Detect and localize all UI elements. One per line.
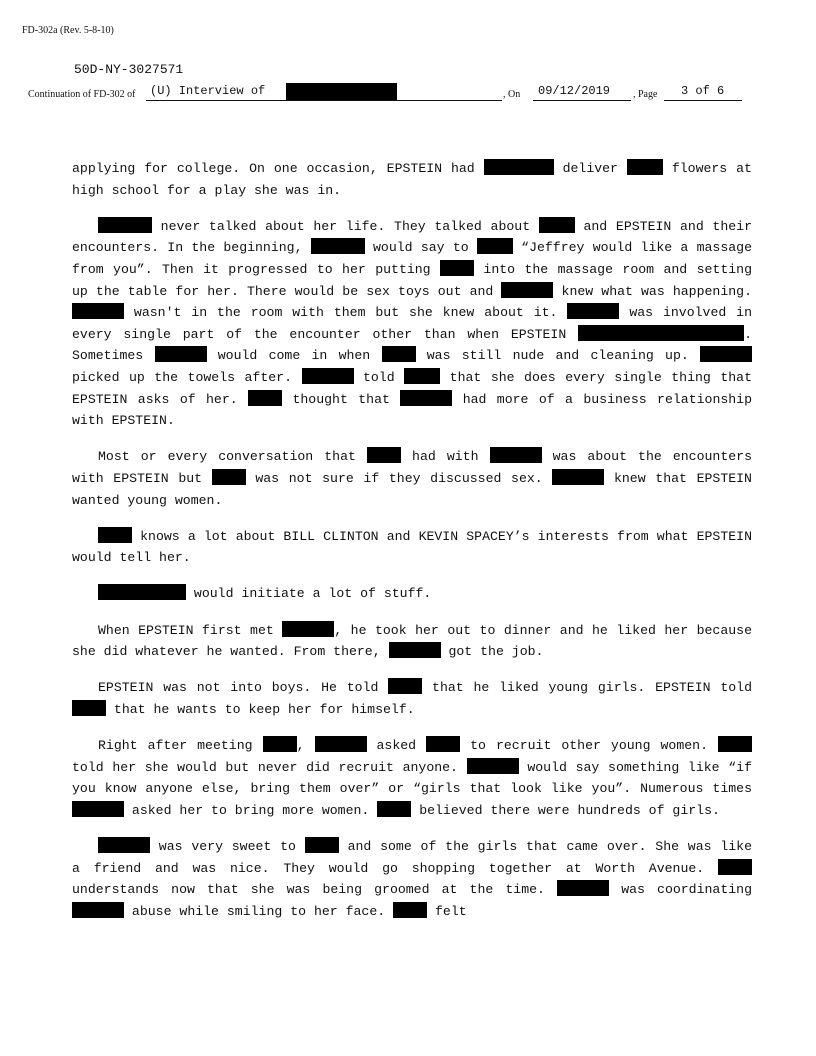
paragraph-9 <box>72 836 752 922</box>
redaction <box>718 736 752 752</box>
paragraph-1 <box>72 158 752 201</box>
redaction <box>389 642 441 658</box>
redaction <box>382 346 416 362</box>
redaction <box>627 159 663 175</box>
text: into the massage room and setting up the table for her. There would be sex toys out and <box>72 261 752 299</box>
text: wasn't in the room with them but she knew about it. <box>133 305 558 321</box>
redaction <box>467 758 519 774</box>
text: deliver <box>562 161 618 176</box>
redaction <box>248 390 282 406</box>
text: applying for college. On one occasion, EPSTEIN had <box>72 161 475 176</box>
text: was still nude and cleaning up. <box>426 348 689 364</box>
text: that he liked young girls. EPSTEIN told <box>432 680 752 696</box>
redaction <box>155 346 207 362</box>
redaction <box>404 368 440 384</box>
paragraph-6 <box>72 620 752 663</box>
redaction <box>98 837 150 853</box>
text: Right after meeting <box>98 738 253 754</box>
date-underline <box>533 100 631 101</box>
page-label: , Page <box>633 89 658 100</box>
redaction <box>305 837 339 853</box>
redaction <box>426 736 460 752</box>
paragraph-5 <box>72 583 752 605</box>
text: believed there were hundreds of girls. <box>419 803 720 818</box>
text: knew that EPSTEIN wanted young women. <box>72 470 752 508</box>
redaction <box>367 447 401 463</box>
redaction <box>72 303 124 319</box>
redaction <box>477 238 513 254</box>
redaction <box>567 303 619 319</box>
paragraph-4 <box>72 526 752 569</box>
redaction <box>393 902 427 918</box>
paragraph-7 <box>72 677 752 720</box>
redaction <box>490 447 542 463</box>
redaction <box>552 469 604 485</box>
text: asked her to bring more women. <box>131 803 370 818</box>
text: had more of a business relationship with EPSTEIN. <box>72 391 753 429</box>
text: was not sure if they discussed sex. <box>255 470 543 486</box>
text: told her she would but never did recruit anyone. <box>72 759 458 775</box>
redaction <box>263 736 297 752</box>
redaction <box>539 217 575 233</box>
paragraph-8 <box>72 735 752 821</box>
redaction <box>388 678 422 694</box>
redaction <box>302 368 354 384</box>
text: flowers at high school for a play she was in. <box>72 161 752 198</box>
form-id: FD-302a (Rev. 5-8-10) <box>22 25 114 36</box>
redaction <box>98 584 186 600</box>
redaction <box>98 527 132 543</box>
redaction <box>400 390 452 406</box>
paragraph-2: never talked about her life. They talked about and EPSTEIN and their encounters. In the beginning, would say to “Jeffrey would like a massage from you”. Then it progressed to her putting into the massage room and setting up the table for her. There would be sex toys out and knew what was happening. wasn't in the room with them but she knew about it. was involved in every single part of the encounter other than when EPSTEIN . Sometimes would come in when was still nude and cleaning up. picked up the towels after. told that she does every single thing that EPSTEIN asks of her. thought that had more of a business relationship with EPSTEIN. <box>72 218 753 429</box>
page-value: 3 of 6 <box>681 84 725 98</box>
continuation-label: Continuation of FD-302 of <box>28 89 136 100</box>
redaction <box>315 736 367 752</box>
redaction <box>484 159 554 175</box>
redaction <box>311 238 365 254</box>
text: picked up the towels after. <box>72 369 293 385</box>
text: thought that <box>292 391 390 407</box>
subject-text: (U) Interview of <box>150 84 266 98</box>
redaction <box>578 325 744 341</box>
text: Most or every conversation that <box>98 449 356 465</box>
redaction <box>72 902 124 918</box>
text: would come in when <box>217 348 371 364</box>
text: knows a lot about BILL CLINTON and KEVIN SPACEY’s interests from what EPSTEIN would tell her. <box>72 528 752 566</box>
paragraph-3 <box>72 446 752 511</box>
subject-underline <box>146 100 502 101</box>
text: . Sometimes <box>72 326 753 364</box>
text: knew what was happening. <box>561 283 752 299</box>
text: that she does every single thing that EPSTEIN asks of her. <box>72 369 752 407</box>
redaction <box>212 469 246 485</box>
text: and EPSTEIN and their encounters. In the beginning, <box>72 218 752 256</box>
text: When EPSTEIN first met <box>98 622 274 638</box>
text: felt <box>435 903 467 919</box>
text: understands now that she was being groomed at the time. <box>72 882 545 898</box>
page-underline <box>664 100 742 101</box>
file-number: 50D-NY-3027571 <box>74 62 184 77</box>
document-body <box>72 158 752 937</box>
text: and some of the girls that came over. She was like a friend and was nice. They would go shopping together at Worth Avenue. <box>72 839 752 876</box>
redaction <box>440 260 474 276</box>
text: was very sweet to <box>158 839 296 855</box>
text: abuse while smiling to her face. <box>131 903 386 919</box>
redaction <box>700 346 752 362</box>
redaction <box>72 801 124 817</box>
redaction <box>377 801 411 817</box>
text: got the job. <box>448 644 544 660</box>
text: to recruit other young women. <box>470 738 708 754</box>
text: would initiate a lot of stuff. <box>193 586 432 602</box>
redaction <box>286 83 397 100</box>
text: EPSTEIN was not into boys. He told <box>98 680 379 696</box>
text: “Jeffrey would like a massage from you”. Then it progressed to her putting <box>72 240 752 277</box>
redaction <box>557 880 609 896</box>
text: that he wants to keep her for himself. <box>113 702 415 718</box>
text: asked <box>376 738 417 754</box>
text: , <box>296 738 305 754</box>
text: , he took her out to dinner and he liked her because she did whatever he wanted. From there, <box>72 622 752 660</box>
date-value: 09/12/2019 <box>538 84 611 98</box>
redaction <box>98 217 152 233</box>
continuation-header <box>0 82 816 104</box>
text: would say to <box>373 240 469 256</box>
text: had with <box>412 449 479 465</box>
redaction <box>501 282 553 298</box>
text: was about the encounters with EPSTEIN but <box>72 449 752 486</box>
text: would say something like “if you know anyone else, bring them over” or “girls that look like you”. Numerous times <box>72 759 752 797</box>
text: told <box>363 369 395 385</box>
redaction <box>718 859 752 875</box>
redaction <box>282 621 334 637</box>
on-label: , On <box>503 89 521 100</box>
redaction <box>72 700 106 716</box>
text: was coordinating <box>621 882 752 898</box>
text: was involved in every single part of the encounter other than when EPSTEIN <box>72 305 753 342</box>
